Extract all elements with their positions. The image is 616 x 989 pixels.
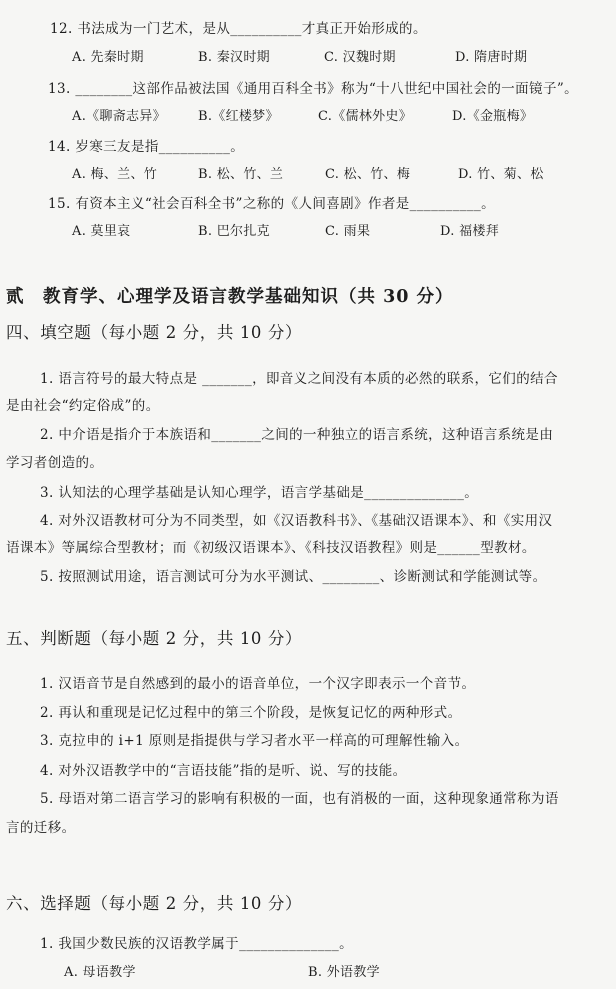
fill-q5: 5. 按照测试用途，语言测试可分为水平测试、________、诊断测试和学能测试等。 xyxy=(40,569,547,585)
q12-option-d: D. 隋唐时期 xyxy=(455,50,528,65)
choice-q1-option-a: A. 母语教学 xyxy=(64,965,136,980)
fill-q2-cont: 学习者创造的。 xyxy=(6,455,104,471)
q15-option-c: C. 雨果 xyxy=(325,224,371,239)
fill-q4-cont: 语课本》等属综合型教材；而《初级汉语课本》、《科技汉语教程》则是______型教材。 xyxy=(6,540,536,556)
q15-option-b: B. 巴尔扎克 xyxy=(198,224,270,239)
judge-q4: 4. 对外汉语教学中的“言语技能”指的是听、说、写的技能。 xyxy=(40,763,407,779)
fill-q3: 3. 认知法的心理学基础是认知心理学，语言学基础是______________。 xyxy=(40,485,479,501)
judge-q2: 2. 再认和重现是记忆过程中的第三个阶段，是恢复记忆的两种形式。 xyxy=(40,705,462,721)
q14-option-a: A. 梅、兰、竹 xyxy=(72,167,158,182)
part-heading: 贰 教育学、心理学及语言教学基础知识（共 30 分） xyxy=(6,287,454,307)
question-15: 15. 有资本主义“社会百科全书”之称的《人间喜剧》作者是__________。 xyxy=(48,196,496,212)
fill-q1-cont: 是由社会“约定俗成”的。 xyxy=(6,398,160,414)
q15-option-d: D. 福楼拜 xyxy=(440,224,500,239)
q14-option-c: C. 松、竹、梅 xyxy=(325,167,411,182)
q15-option-a: A. 莫里哀 xyxy=(72,224,131,239)
q12-option-a: A. 先秦时期 xyxy=(72,50,144,65)
q14-option-b: B. 松、竹、兰 xyxy=(198,167,284,182)
q14-option-d: D. 竹、菊、松 xyxy=(458,167,544,182)
q13-option-a: A.《聊斋志异》 xyxy=(72,109,166,124)
judge-q3: 3. 克拉申的 i+1 原则是指提供与学习者水平一样高的可理解性输入。 xyxy=(40,733,469,749)
choice-q1-option-b: B. 外语教学 xyxy=(308,965,380,980)
q13-option-b: B.《红楼梦》 xyxy=(198,109,279,124)
q12-option-b: B. 秦汉时期 xyxy=(198,50,270,65)
q13-option-c: C.《儒林外史》 xyxy=(318,109,413,124)
q12-option-c: C. 汉魏时期 xyxy=(324,50,396,65)
question-13: 13. ________这部作品被法国《通用百科全书》称为“十八世纪中国社会的一面镜子”。 xyxy=(48,81,579,97)
section-5-title: 五、判断题（每小题 2 分，共 10 分） xyxy=(6,629,303,648)
fill-q4: 4. 对外汉语教材可分为不同类型，如《汉语教科书》、《基础汉语课本》、和《实用汉 xyxy=(40,513,553,529)
section-6-title: 六、选择题（每小题 2 分，共 10 分） xyxy=(6,894,303,913)
fill-q2: 2. 中介语是指介于本族语和_______之间的一种独立的语言系统，这种语言系统是由 xyxy=(40,427,554,443)
fill-q1: 1. 语言符号的最大特点是 _______，即音义之间没有本质的必然的联系，它们的结合 xyxy=(40,371,558,387)
question-12: 12. 书法成为一门艺术，是从__________才真正开始形成的。 xyxy=(50,21,427,37)
judge-q1: 1. 汉语音节是自然感到的最小的语音单位，一个汉字即表示一个音节。 xyxy=(40,676,476,692)
section-4-title: 四、填空题（每小题 2 分，共 10 分） xyxy=(6,323,303,342)
q13-option-d: D.《金瓶梅》 xyxy=(452,109,534,124)
question-14: 14. 岁寒三友是指__________。 xyxy=(48,139,245,155)
choice-q1: 1. 我国少数民族的汉语教学属于______________。 xyxy=(40,936,354,952)
judge-q5-cont: 言的迁移。 xyxy=(6,820,76,836)
judge-q5: 5. 母语对第二语言学习的影响有积极的一面，也有消极的一面，这种现象通常称为语 xyxy=(40,791,559,807)
